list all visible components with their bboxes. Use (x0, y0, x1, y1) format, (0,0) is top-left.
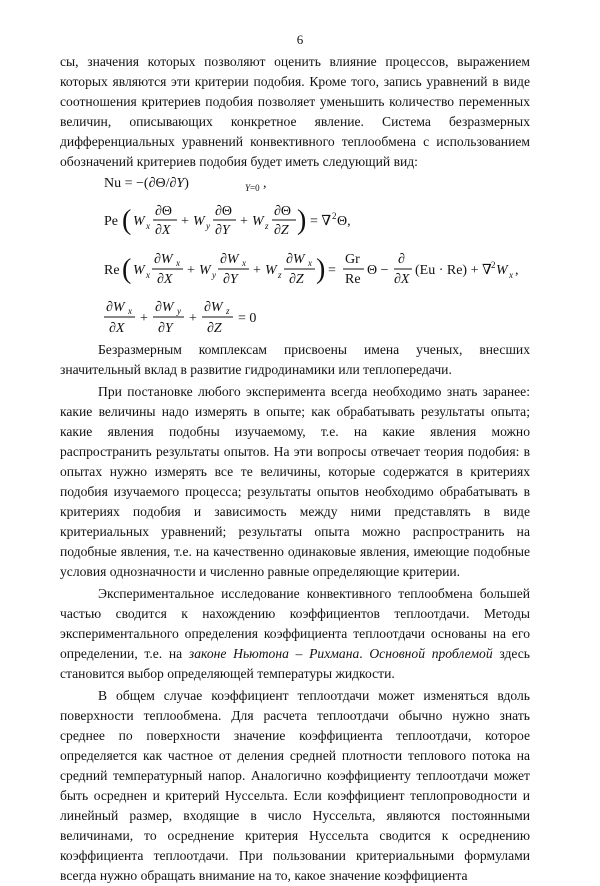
svg-text:W: W (133, 263, 145, 278)
paragraph-intro: сы, значения которых позволяют оценить влияние процессов, выражением которых являются эти критерии подобия. Кроме того, запись уравнений в виде соотношения критериев подобия позволяет уменьшить количество переменных величин, описывающих конкретное явление. Система безразмерных дифференциальных уравнений конвективного теплообмена с использованием обозначений критериев подобия будет иметь следующий вид: (60, 54, 530, 169)
svg-text:x: x (146, 270, 150, 280)
svg-text:z: z (265, 221, 269, 231)
svg-text:∂Z: ∂Z (289, 272, 304, 287)
svg-text:x: x (176, 258, 180, 268)
svg-text:x: x (128, 306, 132, 316)
svg-text:W: W (265, 263, 277, 278)
svg-text:+: + (253, 263, 261, 278)
svg-text:∂W: ∂W (286, 252, 305, 267)
equation-nusselt (104, 176, 267, 193)
svg-text:W: W (193, 214, 205, 229)
svg-text:+: + (189, 311, 197, 326)
svg-text:+: + (181, 214, 189, 229)
svg-text:∂X: ∂X (109, 321, 125, 336)
svg-text:Pe: Pe (104, 214, 118, 229)
svg-text:+: + (240, 214, 248, 229)
paragraph-study (60, 584, 530, 684)
paragraph-experiment: При постановке любого эксперимента всегда необходимо знать заранее: какие величины надо измерять в опыте; как обрабатывать результаты опыта; какие явления подобны изучаемому, т.е. на какие явления можно распространить результаты опытов. На эти вопросы отвечает теория подобия: в опытах нужно измерять все те величины, которые содержатся в критериях подобия изучаемого процесса; результаты опытов необходимо обрабатывать в критериях подобия и зависимость между ними представлять в виде критериальных уравнений; результаты опыта можно распространить на подобные явления, т.е. на качественно одинаковые явления, имеющие подобные условия однозначности и численно равные определяющие критерии. (60, 384, 530, 579)
svg-text:= 0: = 0 (238, 311, 257, 326)
svg-text:(: ( (122, 205, 132, 236)
svg-text:W: W (252, 214, 264, 229)
svg-text:∂W: ∂W (155, 300, 174, 315)
svg-text:∂W: ∂W (220, 252, 239, 267)
text-body (60, 52, 530, 886)
svg-text:,: , (263, 176, 267, 191)
svg-text:=: = (328, 263, 336, 278)
svg-text:x: x (308, 258, 312, 268)
svg-text:W: W (199, 263, 211, 278)
equation-continuity (104, 300, 256, 336)
svg-text:Re: Re (104, 263, 120, 278)
svg-text:2: 2 (332, 211, 337, 221)
equation-energy (104, 204, 351, 238)
page-number: 6 (296, 32, 304, 47)
svg-text:y: y (206, 221, 210, 231)
svg-text:): ) (316, 254, 326, 285)
svg-text:z: z (278, 270, 282, 280)
svg-text:Re: Re (345, 272, 361, 287)
svg-text:∂Y: ∂Y (158, 321, 173, 336)
svg-text:,: , (515, 263, 519, 278)
main-problem-phrase: Основной проблемой (369, 646, 493, 661)
svg-text:∂W: ∂W (154, 252, 173, 267)
newton-richmann-law: законе Ньютона – Рихмана (188, 646, 360, 661)
svg-text:(Eu · Re) + ∇: (Eu · Re) + ∇ (415, 263, 492, 278)
equation-system (60, 172, 530, 337)
svg-text:x: x (242, 258, 246, 268)
svg-text:W: W (496, 263, 508, 278)
svg-text:∂Z: ∂Z (207, 321, 222, 336)
svg-text:∂Z: ∂Z (274, 223, 289, 238)
svg-text:∂X: ∂X (155, 223, 171, 238)
svg-text:): ) (297, 205, 307, 236)
svg-text:z: z (226, 306, 230, 316)
svg-text:∂W: ∂W (204, 300, 223, 315)
svg-text:y: y (177, 306, 181, 316)
study-text-2: . (359, 646, 370, 661)
svg-text:x: x (146, 221, 150, 231)
svg-text:y: y (212, 270, 216, 280)
svg-text:Y=0: Y=0 (245, 183, 260, 193)
svg-text:+: + (140, 311, 148, 326)
svg-text:+: + (187, 263, 195, 278)
svg-text:Θ −: Θ − (367, 263, 389, 278)
svg-text:x: x (509, 270, 513, 280)
study-text-1: Экспериментальное исследование конвективного теплообмена большей частью сводится к нахождению коэффициентов теплоотдачи. Методы экспериментального определения коэффициента теплоотдачи основаны на его определении, т.е. на (60, 586, 530, 661)
svg-text:∂Y: ∂Y (215, 223, 230, 238)
svg-text:∂Θ: ∂Θ (215, 204, 233, 219)
svg-text:∂W: ∂W (106, 300, 125, 315)
svg-text:2: 2 (491, 260, 496, 270)
svg-text:Nu = −(∂Θ/∂Y): Nu = −(∂Θ/∂Y) (104, 176, 189, 191)
svg-text:∂: ∂ (398, 252, 405, 267)
svg-text:∂X: ∂X (394, 272, 410, 287)
svg-text:∂X: ∂X (157, 272, 173, 287)
svg-text:(: ( (122, 254, 132, 285)
svg-text:Θ,: Θ, (337, 214, 351, 229)
svg-text:Gr: Gr (345, 252, 360, 267)
svg-text:∂Y: ∂Y (223, 272, 238, 287)
equation-momentum (104, 252, 519, 287)
paragraph-names: Безразмерным комплексам присвоены имена ученых, внесших значительный вклад в развитие гидродинамики или теплопередачи. (60, 342, 530, 377)
study-text-3: здесь становится выбор определяющей температуры жидкости. (60, 646, 530, 681)
svg-text:W: W (133, 214, 145, 229)
svg-text:= ∇: = ∇ (310, 214, 332, 229)
svg-text:∂Θ: ∂Θ (274, 204, 292, 219)
paragraph-general: В общем случае коэффициент теплоотдачи может изменяться вдоль поверхности теплообмена. Для расчета теплоотдачи обычно нужно знать среднее по поверхности значение коэффициента теплоотдачи, которое определяется как частное от деления средней плотности теплового потока на средний температурный напор. Аналогично коэффициенту теплоотдачи может быть осреднен и критерий Нуссельта. Если коэффициент теплопроводности и линейный размер, входящие в число Нуссельта, являются постоянными величинами, то осреднение критерия Нуссельта сводится к осреднению коэффициента теплоотдачи. При пользовании критериальными формулами всегда нужно обращать внимание на то, какое значение коэффициента (60, 688, 530, 883)
svg-text:∂Θ: ∂Θ (155, 204, 173, 219)
